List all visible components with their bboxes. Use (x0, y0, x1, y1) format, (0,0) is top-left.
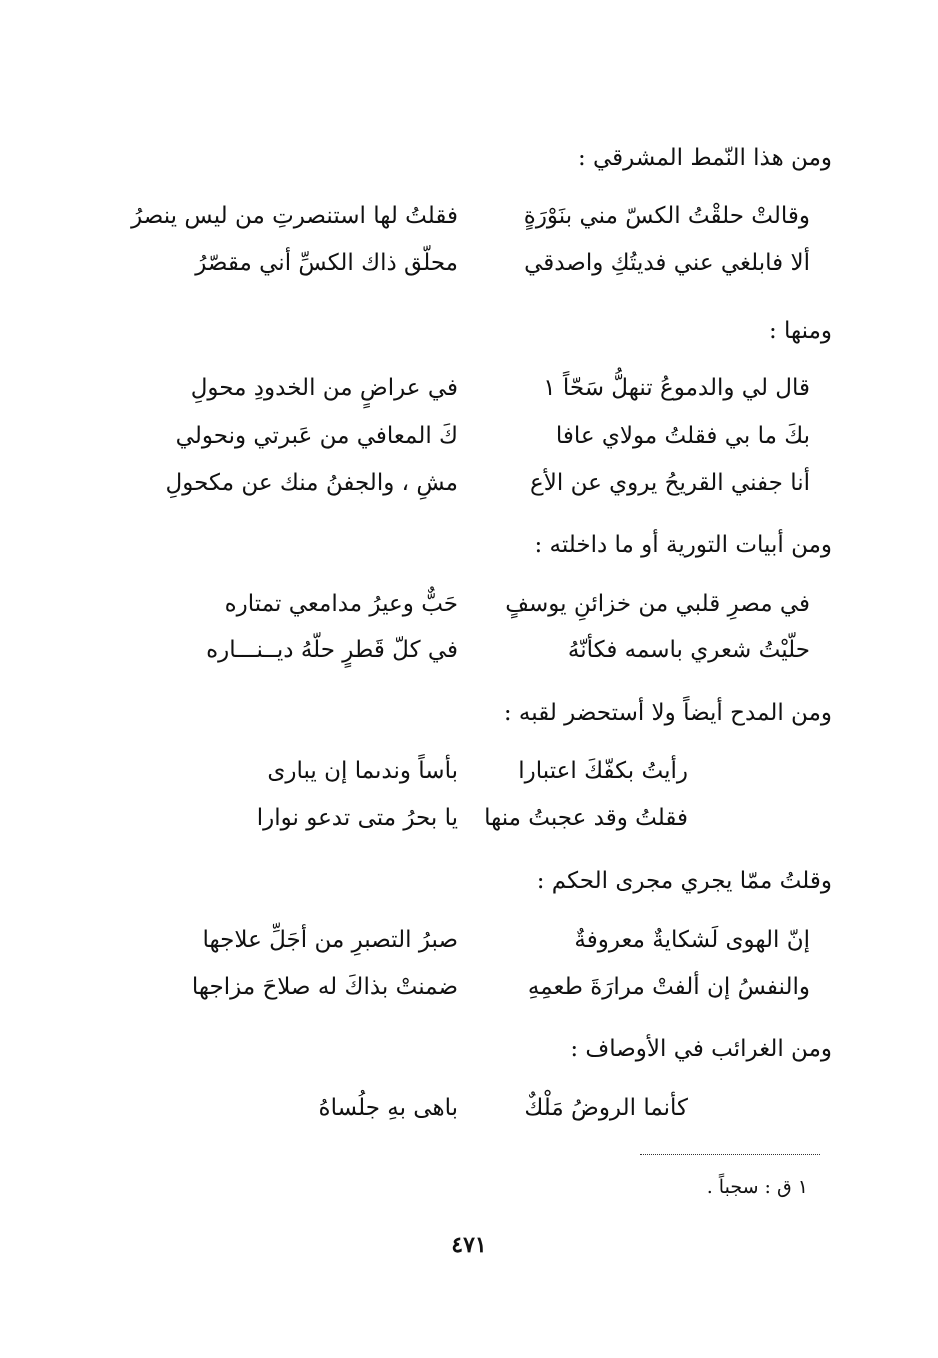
verse-right-hemistich: بكَ ما بي فقلتُ مولاي عافا (555, 423, 810, 449)
section-heading: وقلتُ ممّا يجري مجرى الحكم : (536, 868, 832, 894)
verse-right-hemistich: والنفسُ إن ألفتْ مرارَةَ طعمِهِ (527, 974, 810, 1000)
verse-left-hemistich: حَبٌّ وعيرُ مدامعي تمتاره (224, 591, 458, 617)
verse-right-hemistich: في مصرِ قلبي من خزائنِ يوسفٍ (505, 591, 810, 617)
section-heading: ومن المدح أيضاً ولا أستحضر لقبه : (503, 700, 832, 726)
footnote: ١ ق : سجباً . (706, 1176, 808, 1198)
verse-left-hemistich: محلّق ذاك الكسِّ أني مقصّرُ (195, 250, 458, 276)
verse-left-hemistich: في كلّ قَطرٍ حلّهُ ديــنـــاره (206, 637, 458, 663)
section-heading: ومن هذا النّمط المشرقي : (577, 145, 832, 171)
verse-left-hemistich: فقلتُ لها استنصرتِ من ليس ينصرُ (131, 203, 458, 229)
verse-right-hemistich: ألا فابلغي عني فديتُكِ واصدقي (524, 250, 810, 276)
verse-right-hemistich: حلّيْتُ شعري باسمه فكأنّهُ (567, 637, 810, 663)
verse-left-hemistich: مشِ ، والجفنُ منك عن مكحولِ (165, 470, 458, 496)
verse-right-hemistich: كأنما الروضُ مَلْكٌ (524, 1095, 688, 1121)
verse-left-hemistich: في عراضٍ من الخدودِ محولِ (190, 375, 458, 401)
page-number: ٤٧١ (451, 1232, 487, 1258)
verse-left-hemistich: ضمنتْ بذاكَ له صلاحَ مزاجها (191, 974, 458, 1000)
verse-right-hemistich: قال لي والدموعُ تنهلُّ سَحّاً ١ (543, 375, 810, 401)
verse-left-hemistich: يا بحرُ متى تدعو نوارا (256, 805, 458, 831)
verse-right-hemistich: إنّ الهوى لَشكايةٌ معروفةٌ (574, 927, 810, 953)
section-heading: ومن الغرائب في الأوصاف : (570, 1036, 832, 1062)
section-heading: ومن أبيات التورية أو ما داخلته : (534, 532, 832, 558)
verse-right-hemistich: وقالتْ حلقْتُ الكسّ مني بنَوْرَةٍ (523, 203, 810, 229)
footnote-separator (640, 1154, 820, 1155)
verse-right-hemistich: أنا جفني القريحُ يروي عن الأع (530, 470, 810, 496)
verse-left-hemistich: كَ المعافي من عَبرتي ونحولي (175, 423, 458, 449)
verse-right-hemistich: فقلتُ وقد عجبتُ منها (484, 805, 688, 831)
section-heading: ومنها : (768, 318, 832, 344)
verse-left-hemistich: صبرُ التصبرِ من أجَلِّ علاجها (202, 927, 458, 953)
verse-left-hemistich: باهى بهِ جلُساهُ (318, 1095, 458, 1121)
verse-right-hemistich: رأيتُ بكفّكَ اعتبارا (518, 758, 688, 784)
verse-left-hemistich: بأساً وندىما إن يبارى (267, 758, 458, 784)
